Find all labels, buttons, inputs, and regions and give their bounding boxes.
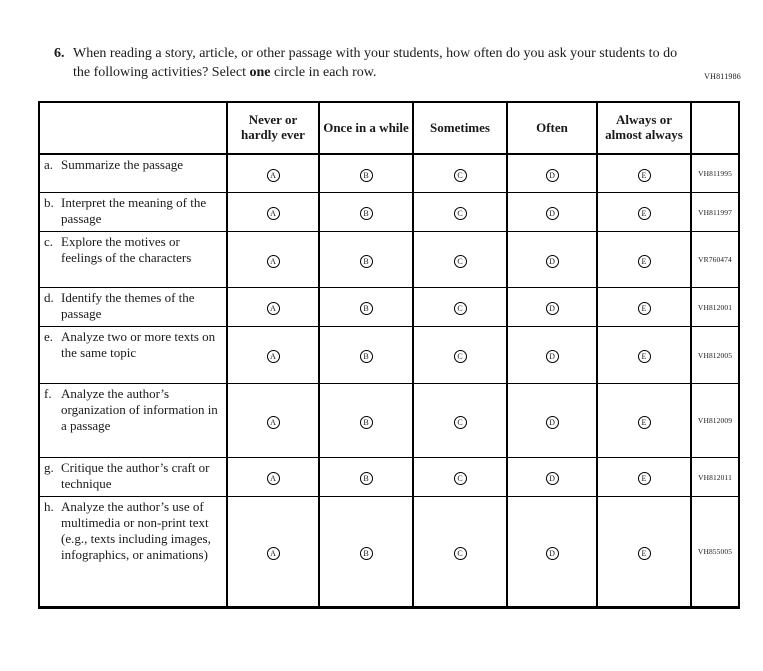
option-circle-d[interactable]: D (546, 547, 559, 560)
option-circle-d[interactable]: D (546, 207, 559, 220)
option-cell (413, 458, 507, 497)
option-cell (597, 232, 691, 288)
option-cell (507, 288, 597, 327)
option-cell (413, 288, 507, 327)
row-label-cell (39, 154, 227, 193)
option-circle-c[interactable]: C (454, 302, 467, 315)
option-cell (319, 458, 413, 497)
row-letter: h. (44, 499, 54, 515)
option-cell (413, 327, 507, 384)
option-circle-a[interactable]: A (267, 350, 280, 363)
row-letter: d. (44, 290, 54, 306)
question (54, 45, 693, 83)
row-code: VH811995 (691, 154, 739, 193)
option-circle-c[interactable]: C (454, 169, 467, 182)
row-code: VH812011 (691, 458, 739, 497)
option-circle-b[interactable]: B (360, 472, 373, 485)
option-cell (597, 497, 691, 608)
option-circle-d[interactable]: D (546, 472, 559, 485)
option-cell (597, 458, 691, 497)
table-row (39, 384, 739, 458)
row-letter: e. (44, 329, 54, 345)
column-header-once-in-a-while: Once in a while (319, 102, 413, 154)
row-label: Analyze two or more texts on the same topic (61, 329, 216, 361)
column-header-sometimes: Sometimes (413, 102, 507, 154)
row-letter: c. (44, 234, 54, 250)
corner-cell (39, 102, 227, 154)
column-header-always: Always or almost always (597, 102, 691, 154)
option-cell (413, 384, 507, 458)
option-circle-e[interactable]: E (638, 350, 651, 363)
column-header-never: Never or hardly ever (227, 102, 319, 154)
option-cell (597, 384, 691, 458)
option-circle-e[interactable]: E (638, 169, 651, 182)
option-cell (507, 232, 597, 288)
row-label: Critique the author’s craft or technique (61, 460, 210, 492)
option-circle-c[interactable]: C (454, 350, 467, 363)
option-circle-b[interactable]: B (360, 169, 373, 182)
option-cell (597, 327, 691, 384)
table-row (39, 154, 739, 193)
option-cell (319, 232, 413, 288)
option-cell (413, 497, 507, 608)
option-cell (227, 288, 319, 327)
row-label-cell (39, 193, 227, 232)
option-cell (413, 232, 507, 288)
row-label: Analyze the author’s organization of information in a passage (61, 386, 218, 433)
option-cell (507, 497, 597, 608)
row-label-cell (39, 458, 227, 497)
option-cell (413, 154, 507, 193)
option-circle-b[interactable]: B (360, 547, 373, 560)
question-text-before: When reading a story, article, or other passage with your students, how often do you ask your students to do the following activities? Select (73, 46, 678, 80)
page-code: VH811986 (704, 72, 741, 81)
option-cell (507, 327, 597, 384)
row-code: VH855005 (691, 497, 739, 608)
option-circle-b[interactable]: B (360, 416, 373, 429)
option-circle-e[interactable]: E (638, 255, 651, 268)
question-text-after: circle in each row. (270, 64, 377, 80)
option-cell (227, 497, 319, 608)
option-circle-a[interactable]: A (267, 255, 280, 268)
option-circle-c[interactable]: C (454, 207, 467, 220)
row-label-cell (39, 497, 227, 608)
row-letter: f. (44, 386, 52, 402)
row-code: VH812005 (691, 327, 739, 384)
question-text (73, 45, 693, 83)
option-cell (319, 497, 413, 608)
option-circle-d[interactable]: D (546, 169, 559, 182)
table-row (39, 193, 739, 232)
row-label: Identify the themes of the passage (61, 290, 195, 322)
option-circle-b[interactable]: B (360, 255, 373, 268)
option-cell (597, 154, 691, 193)
option-circle-c[interactable]: C (454, 255, 467, 268)
option-cell (597, 193, 691, 232)
table-row (39, 458, 739, 497)
row-letter: a. (44, 156, 54, 172)
option-circle-a[interactable]: A (267, 169, 280, 182)
option-cell (227, 384, 319, 458)
row-code: VH811997 (691, 193, 739, 232)
option-cell (227, 458, 319, 497)
row-letter: b. (44, 195, 54, 211)
option-cell (319, 327, 413, 384)
option-circle-d[interactable]: D (546, 416, 559, 429)
row-label: Summarize the passage (61, 156, 184, 172)
question-bold-word: one (249, 64, 271, 80)
option-circle-b[interactable]: B (360, 207, 373, 220)
row-code: VH812009 (691, 384, 739, 458)
survey-table (38, 101, 740, 610)
option-circle-a[interactable]: A (267, 207, 280, 220)
column-header-often: Often (507, 102, 597, 154)
table-row (39, 288, 739, 327)
option-circle-c[interactable]: C (454, 472, 467, 485)
option-circle-e[interactable]: E (638, 416, 651, 429)
header-row (39, 102, 739, 154)
option-circle-e[interactable]: E (638, 472, 651, 485)
table-row (39, 497, 739, 608)
table-row (39, 232, 739, 288)
option-cell (227, 193, 319, 232)
option-circle-e[interactable]: E (638, 547, 651, 560)
option-circle-d[interactable]: D (546, 302, 559, 315)
option-cell (507, 384, 597, 458)
row-label-cell (39, 232, 227, 288)
option-circle-d[interactable]: D (546, 255, 559, 268)
question-number: 6. (54, 46, 65, 61)
option-cell (319, 193, 413, 232)
option-circle-a[interactable]: A (267, 547, 280, 560)
option-circle-e[interactable]: E (638, 302, 651, 315)
option-cell (319, 384, 413, 458)
option-circle-a[interactable]: A (267, 302, 280, 315)
option-circle-d[interactable]: D (546, 350, 559, 363)
row-label-cell (39, 327, 227, 384)
option-cell (227, 232, 319, 288)
option-cell (507, 193, 597, 232)
option-circle-c[interactable]: C (454, 416, 467, 429)
option-circle-a[interactable]: A (267, 416, 280, 429)
row-label-cell (39, 384, 227, 458)
option-cell (227, 154, 319, 193)
option-circle-b[interactable]: B (360, 350, 373, 363)
option-circle-e[interactable]: E (638, 207, 651, 220)
row-code: VH812001 (691, 288, 739, 327)
row-code: VR760474 (691, 232, 739, 288)
option-circle-b[interactable]: B (360, 302, 373, 315)
option-circle-c[interactable]: C (454, 547, 467, 560)
row-label: Interpret the meaning of the passage (61, 195, 207, 227)
row-label-cell (39, 288, 227, 327)
option-cell (319, 288, 413, 327)
row-label: Explore the motives or feelings of the characters (61, 234, 192, 266)
option-cell (227, 327, 319, 384)
code-column-header (691, 102, 739, 154)
option-cell (597, 288, 691, 327)
option-circle-a[interactable]: A (267, 472, 280, 485)
option-cell (507, 458, 597, 497)
option-cell (319, 154, 413, 193)
table-row (39, 327, 739, 384)
option-cell (413, 193, 507, 232)
row-letter: g. (44, 460, 54, 476)
row-label: Analyze the author’s use of multimedia or non-print text (e.g., texts including images, infographics, or animations) (61, 499, 211, 562)
option-cell (507, 154, 597, 193)
